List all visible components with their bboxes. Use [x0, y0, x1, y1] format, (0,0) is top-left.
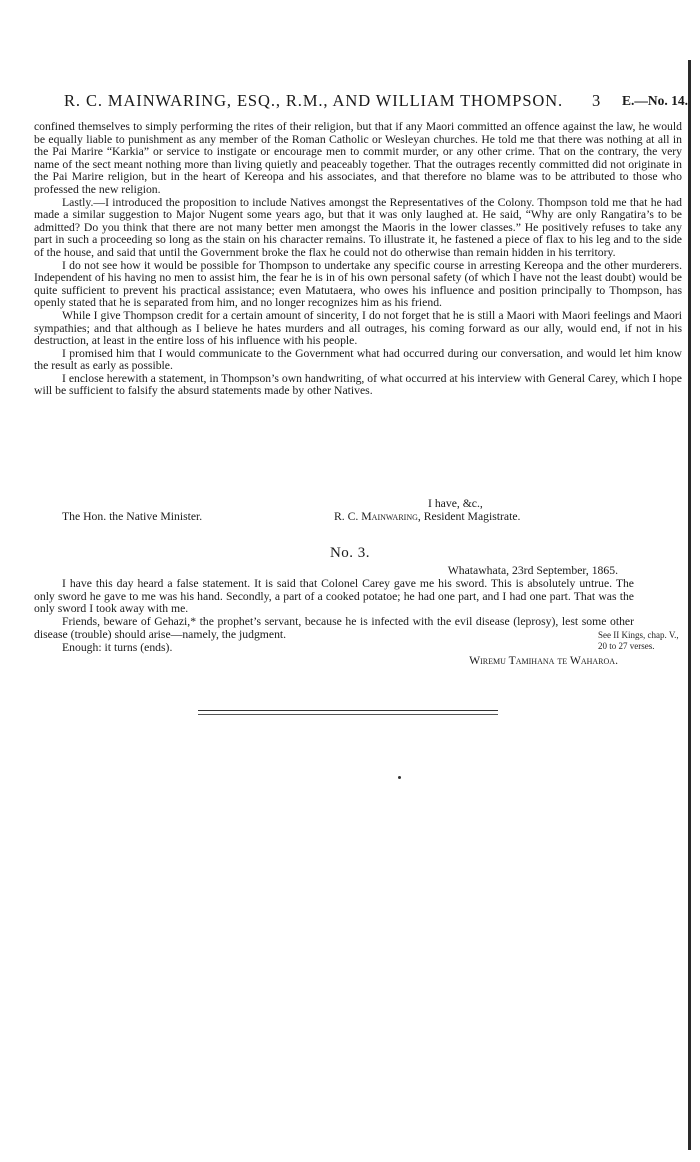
- letter-body: [34, 121, 682, 398]
- paragraph: confined themselves to simply performing the rites of their religion, but that if any Maori committed an offence against the law, he would be equally liable to punishment as any member of the Roman Catholic or Wesleyan churches. He told me that there was nothing at all in the Pai Marire “Karkia” or service to instigate or encourage men to commit murder, or any other crime. That on the contrary, the very name of the sect meant nothing more than living quietly and peaceably together. That the outrages recently committed did not originate in the Pai Marire religion, but in the heart of Kereopa and his associates, and that therefore no blame was to be attributed to those who professed the new religion.: [34, 120, 682, 196]
- enclosure-signature: Wiremu Tamihana te Waharoa.: [469, 653, 618, 667]
- paragraph: Lastly.—I introduced the proposition to include Natives amongst the Representatives of the Colony. Thompson told me that he had made a similar suggestion to Major Nugent some years ago, but that it was only laughed at. He said, “Why are only Rangatira’s to be admitted? Do you think that there are not many better men amongst the Maoris in the lower classes.” He positively refuses to take any part in such a proceeding so long as the stain on his character remains. To illustrate it, he fastened a piece of flax to his leg and to the side of the house, and said that until the Government broke the flax he could not do otherwise than remain hidden in his territory.: [34, 195, 682, 259]
- paragraph: While I give Thompson credit for a certain amount of sincerity, I do not forget that he is still a Maori with Maori feelings and Maori sympathies; and that although as I believe he hates murders and all outrages, his coming forward as our ally, would end, if not in his destruction, at least in the entire loss of his influence with his people.: [34, 308, 682, 348]
- enclosure-heading: No. 3.: [329, 545, 371, 561]
- closing-rule: [198, 710, 498, 711]
- paragraph: I do not see how it would be possible for Thompson to undertake any specific course in arresting Kereopa and the other murderers. Independent of his having no men to assist him, the fear he is in of his own personal safety (of which I have not the least doubt) would be quite sufficient to prevent his practical assistance; even Matutaera, who owes his influence and position principally to Thompson, has openly stated that he is separated from him, and no longer recognizes him as his friend.: [34, 258, 682, 310]
- closing-line: Enough: it turns (ends).: [62, 640, 173, 654]
- signature-name: R. C. Mainwaring,: [334, 509, 421, 523]
- paragraph: I enclose herewith a statement, in Thompson’s own handwriting, of what occurred at his interview with General Carey, which I hope will be sufficient to falsify the absurd statements made by other Natives.: [34, 371, 682, 398]
- signature-title: Resident Magistrate.: [423, 509, 521, 523]
- closing-rule-thin: [198, 714, 498, 715]
- header-title: R. C. MAINWARING, ESQ., R.M., AND WILLIAM THOMPSON.: [64, 91, 564, 110]
- enclosure-letter: [34, 565, 634, 667]
- sign-off: I have, &c.,: [428, 497, 483, 510]
- letter-closing: [34, 498, 682, 526]
- ink-speck: [398, 776, 401, 779]
- page-edge-shadow: [688, 60, 691, 1150]
- paragraph: I have this day heard a false statement. It is said that Colonel Carey gave me his sword. This is absolutely untrue. The only sword he gave to me was his hand. Secondly, a part of a cooked potatoe; he had one part, and I had one part. That was the only sword I took away with me.: [34, 576, 634, 616]
- document-reference: E.—No. 14.: [622, 93, 689, 108]
- margin-note: See II Kings, chap. V., 20 to 27 verses.: [598, 630, 679, 651]
- page-number: 3: [592, 91, 601, 110]
- paragraph: I promised him that I would communicate to the Government what had occurred during our conversation, and would let him know the result as early as possible.: [34, 346, 682, 373]
- addressee: The Hon. the Native Minister.: [62, 509, 203, 523]
- paragraph: Friends, beware of Gehazi,* the prophet’s servant, because he is infected with the evil disease (leprosy), lest some other disease (trouble) should arise—namely, the judgment.: [34, 615, 634, 641]
- signature: [334, 511, 520, 524]
- dateline: Whatawhata, 23rd September, 1865.: [447, 564, 618, 577]
- running-header: [0, 91, 700, 113]
